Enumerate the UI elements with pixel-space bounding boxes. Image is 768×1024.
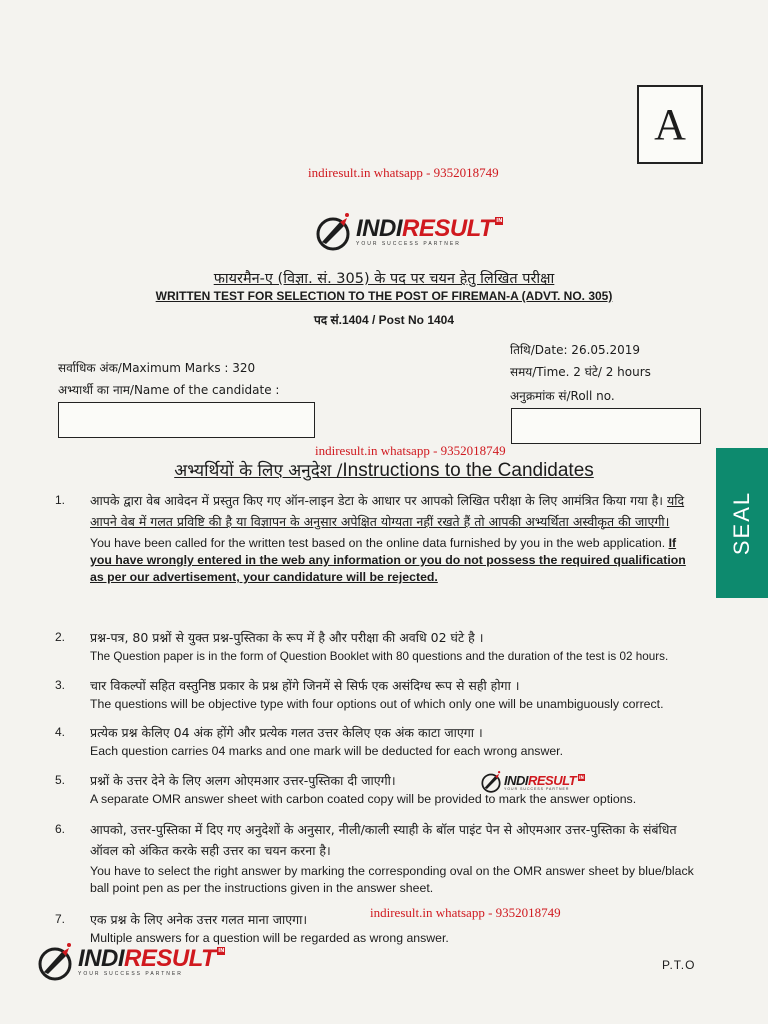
item-3-english: The questions will be objective type with four options out of which only one will be unambiguously correct. — [90, 697, 664, 711]
logo-badge: IN — [218, 948, 225, 954]
item-7-english: Multiple answers for a question will be regarded as wrong answer. — [90, 931, 449, 945]
item-1-english: You have been called for the written test based on the online data furnished by you in the web application. — [90, 536, 666, 550]
roll-no-field[interactable] — [511, 408, 701, 444]
item-2-english: The Question paper is in the form of Question Booklet with 80 questions and the duration of the test is 02 hours. — [90, 650, 669, 663]
item-1-english-bold: If you have wrongly entered in the web any information or you do not possess the required qualification as per our advertisement, your candidature will be rejected. — [90, 536, 686, 584]
candidate-name-field[interactable] — [58, 402, 315, 438]
seal-label: SEAL — [729, 490, 755, 556]
item-number: 7. — [55, 912, 66, 926]
indiresult-logo-footer — [36, 942, 225, 982]
rocket-logo-icon — [36, 942, 74, 982]
set-code: A — [654, 100, 686, 149]
logo-word-indi: INDI — [504, 772, 528, 788]
item-number: 5. — [55, 773, 66, 787]
item-4-english: Each question carries 04 marks and one mark will be deducted for each wrong answer. — [90, 744, 563, 758]
rocket-logo-icon — [314, 212, 352, 252]
indiresult-logo-small — [480, 770, 585, 794]
item-3-hindi: चार विकल्पों सहित वस्तुनिष्ठ प्रकार के प्रश्न होंगे जिनमें से सिर्फ एक असंदिग्ध रूप से सही होगा । — [90, 678, 520, 693]
watermark-text: indiresult.in whatsapp - 9352018749 — [308, 165, 499, 180]
item-2-hindi: प्रश्न-पत्र, 80 प्रश्नों से युक्त प्रश्न-पुस्तिका के रूप में है और परीक्षा की अवधि 02 घंटे है । — [90, 630, 484, 645]
instructions-title — [0, 458, 768, 481]
watermark-text: indiresult.in whatsapp - 9352018749 — [370, 905, 561, 920]
item-6-hindi: आपको, उत्तर-पुस्तिका में दिए गए अनुदेशों के अनुसार, नीली/काली स्याही के बॉल पाइंट पेन से ओएमआर उत्तर-पुस्तिका के संबंधित ऑवल को अंकित करके सही उत्तर का चयन करना है। — [90, 822, 677, 858]
item-number: 4. — [55, 725, 66, 739]
item-number: 3. — [55, 678, 66, 692]
logo-tagline: YOUR SUCCESS PARTNER — [78, 971, 183, 977]
instruction-item-3 — [90, 675, 700, 713]
post-number: पद सं.1404 / Post No 1404 — [313, 313, 455, 327]
item-5-hindi: प्रश्नों के उत्तर देने के लिए अलग ओएमआर उत्तर-पुस्तिका दी जाएगी। — [90, 773, 396, 788]
instructions-title-english: Instructions to the Candidates — [342, 460, 594, 481]
exam-date: तिथि/Date: 26.05.2019 — [510, 343, 641, 357]
roll-no-label: अनुक्रमांक सं/Roll no. — [510, 389, 615, 403]
rocket-logo-icon — [480, 770, 502, 794]
title-english: WRITTEN TEST FOR SELECTION TO THE POST OF FIREMAN-A (ADVT. NO. 305) — [155, 289, 613, 303]
seal-tab — [716, 448, 768, 598]
instruction-item-1 — [90, 490, 700, 586]
instruction-item-2 — [90, 627, 700, 665]
logo-word-result: RESULT — [124, 945, 216, 972]
item-7-hindi: एक प्रश्न के लिए अनेक उत्तर गलत माना जाएगा। — [90, 912, 308, 927]
item-number: 2. — [55, 630, 66, 644]
item-1-hindi: आपके द्वारा वेब आवेदन में प्रस्तुत किए गए ऑन-लाइन डेटा के आधार पर आपको लिखित परीक्षा के लिए आमंत्रित किया गया है। — [90, 493, 663, 508]
item-6-english: You have to select the right answer by marking the corresponding oval on the OMR answer sheet by blue/black ball point pen as per the instructions given in the answer sheet. — [90, 864, 694, 895]
page-turn-over: P.T.O — [662, 958, 696, 972]
question-set-box — [637, 85, 703, 164]
item-number: 6. — [55, 822, 66, 836]
logo-word-indi: INDI — [78, 945, 124, 972]
candidate-name-label: अभ्यार्थी का नाम/Name of the candidate : — [58, 383, 280, 397]
logo-badge: IN — [579, 774, 584, 780]
logo-tagline: YOUR SUCCESS PARTNER — [504, 786, 570, 791]
title-hindi: फायरमैन-ए (विज्ञा. सं. 305) के पद पर चयन हेतु लिखित परीक्षा — [213, 271, 555, 287]
item-number: 1. — [55, 493, 66, 507]
instruction-item-5 — [90, 770, 700, 808]
item-5-english: A separate OMR answer sheet with carbon coated copy will be provided to mark the answer options. — [90, 792, 637, 806]
logo-tagline: YOUR SUCCESS PARTNER — [356, 241, 461, 247]
item-4-hindi: प्रत्येक प्रश्न केलिए 04 अंक होंगे और प्रत्येक गलत उत्तर केलिए एक अंक काटा जाएगा । — [90, 725, 483, 740]
maximum-marks: सर्वाधिक अंक/Maximum Marks : 320 — [58, 361, 256, 375]
logo-word-indi: INDI — [356, 215, 402, 242]
exam-time: समय/Time. 2 घंटे/ 2 hours — [510, 365, 651, 379]
instruction-item-4 — [90, 722, 700, 760]
item-1-hindi-underlined: यदि आपने वेब में गलत प्रविष्टि की है या विज्ञापन के अनुसार अपेक्षित योग्यता नहीं रखते हैं तो आपकी अभ्यर्थिता अस्वीकृत की जाएगी। — [90, 493, 685, 529]
instructions-title-hindi: अभ्यर्थियों के लिए अनुदेश / — [174, 461, 343, 481]
instruction-item-6 — [90, 819, 700, 897]
logo-word-result: RESULT — [402, 215, 494, 242]
logo-word-result: RESULT — [528, 772, 577, 788]
indiresult-logo — [314, 212, 503, 252]
logo-badge: IN — [496, 218, 503, 224]
watermark-text: indiresult.in whatsapp - 9352018749 — [315, 443, 506, 458]
